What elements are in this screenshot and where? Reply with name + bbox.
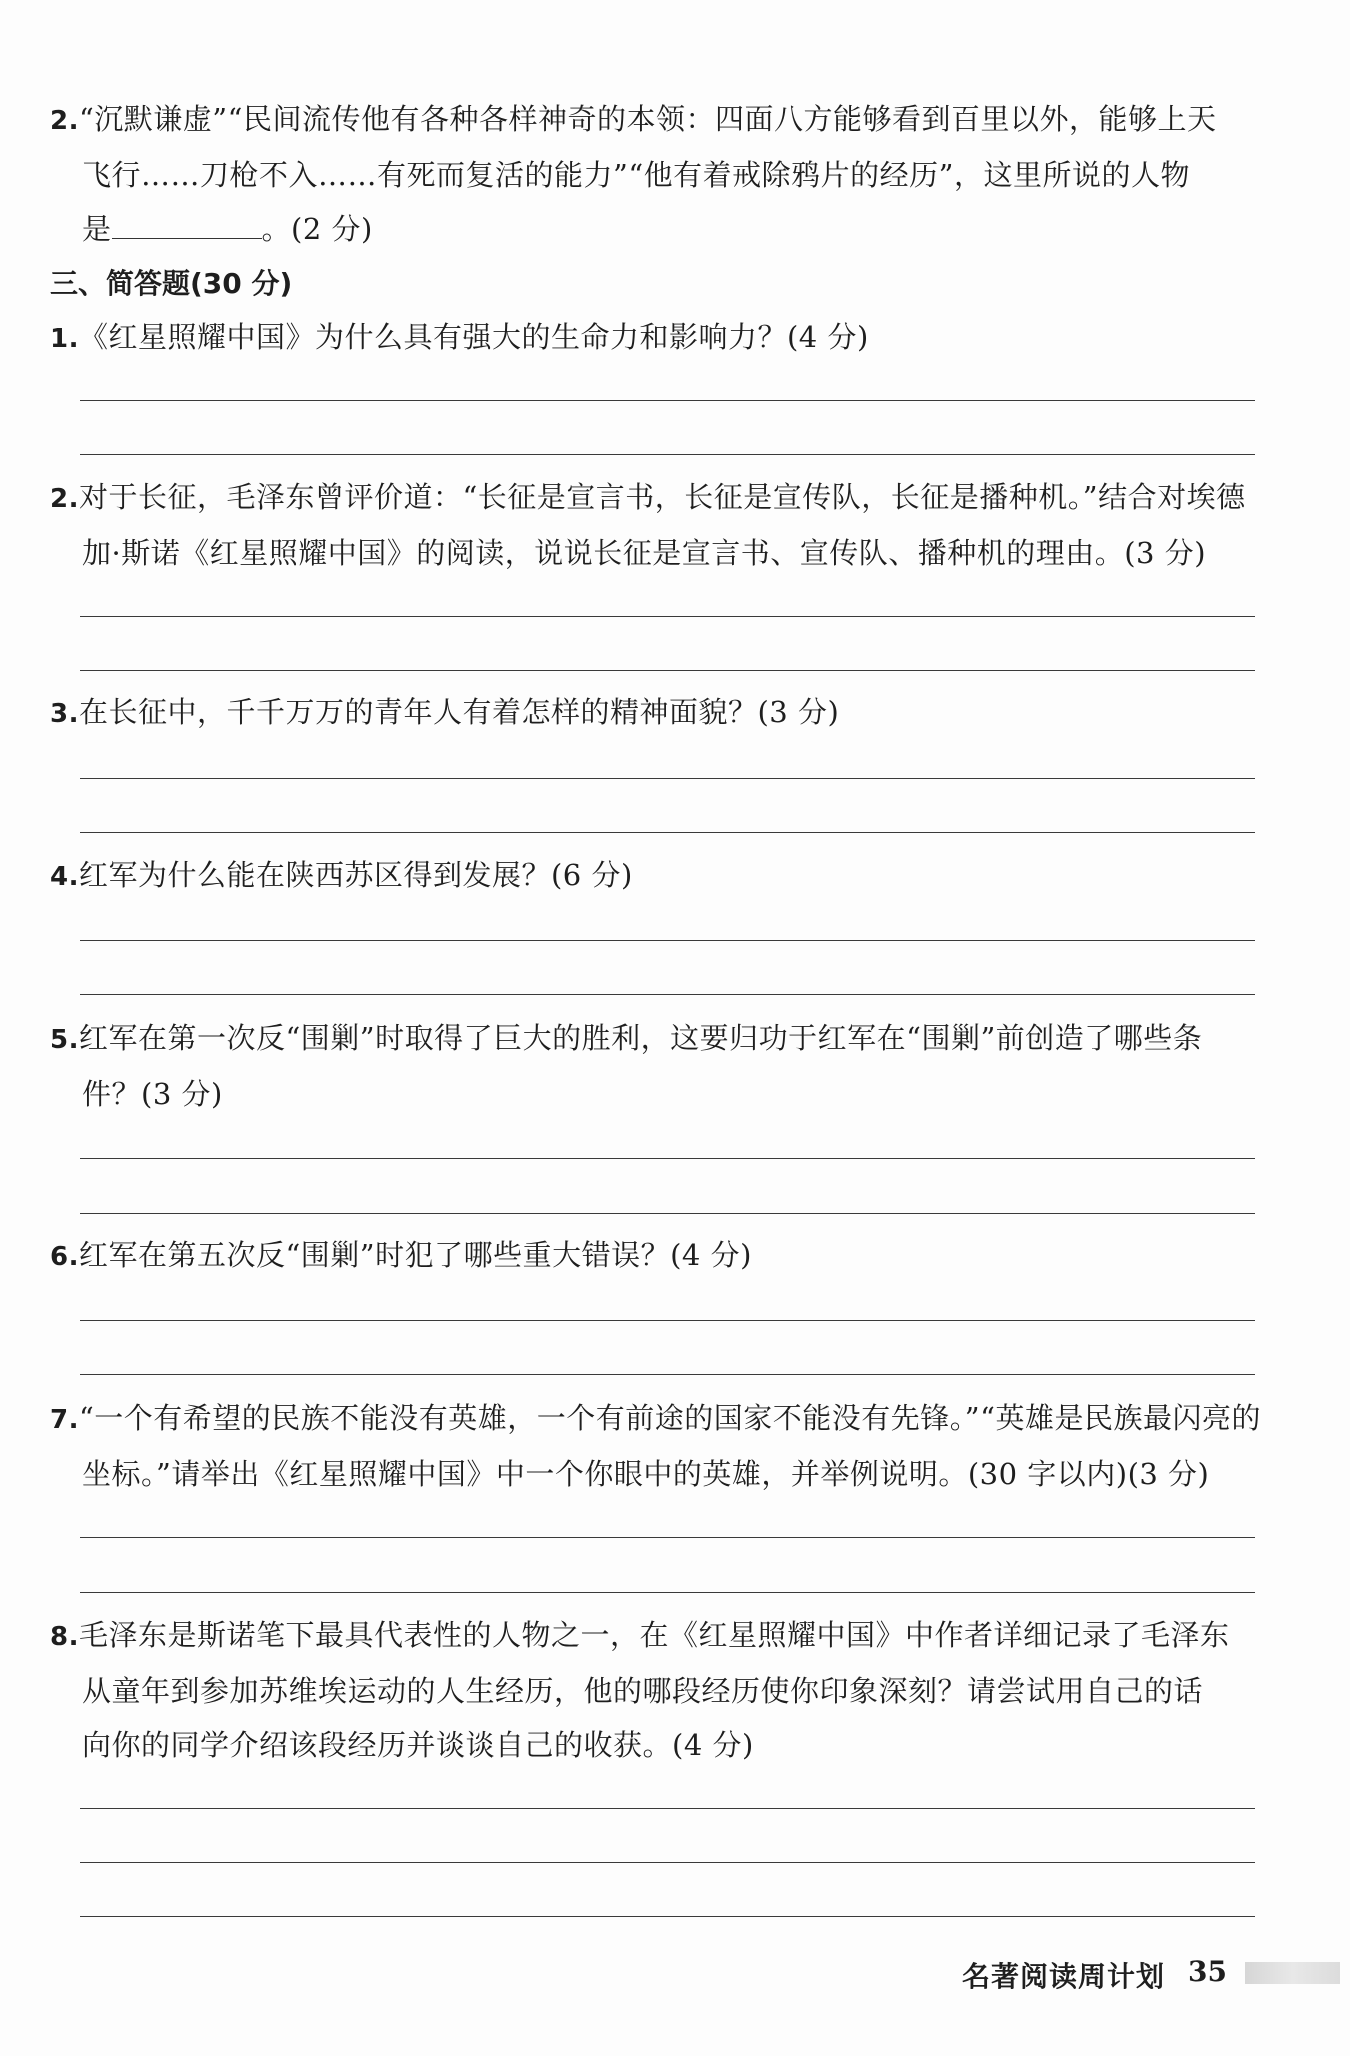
answer-line[interactable] [80, 1916, 1255, 1917]
question-text: 毛泽东是斯诺笔下最具代表性的人物之一，在《红星照耀中国》中作者详细记录了毛泽东 [78, 1618, 1230, 1652]
question-line [50, 1011, 1260, 1067]
question-number: 3. [50, 699, 79, 729]
question-number: 2. [50, 106, 79, 136]
question-text: 对于长征，毛泽东曾评价道：“长征是宣言书，长征是宣传队，长征是播种机。”结合对埃德 [78, 480, 1246, 514]
question-number: 1. [50, 324, 79, 354]
question-number: 5. [50, 1025, 79, 1055]
question-score: 。(2 分) [261, 212, 373, 246]
fill-blank-question-2 [50, 92, 1260, 256]
answer-line[interactable] [80, 940, 1255, 941]
answer-line[interactable] [80, 670, 1255, 671]
answer-line[interactable] [80, 1158, 1255, 1159]
question-8 [50, 1608, 1260, 1772]
question-text: “一个有希望的民族不能没有英雄，一个有前途的国家不能没有先锋。”“英雄是民族最闪亮的 [78, 1401, 1261, 1435]
question-line: 加·斯诺《红星照耀中国》的阅读，说说长征是宣言书、宣传队、播种机的理由。(3 分) [82, 536, 1207, 570]
question-number: 8. [50, 1622, 79, 1652]
question-number: 2. [50, 484, 79, 514]
answer-line[interactable] [80, 994, 1255, 995]
answer-line[interactable] [80, 400, 1255, 401]
answer-line[interactable] [80, 1213, 1255, 1214]
question-text: 《红星照耀中国》为什么具有强大的生命力和影响力？(4 分) [78, 320, 869, 354]
question-2 [50, 470, 1260, 580]
question-text: 红军在第一次反“围剿”时取得了巨大的胜利，这要归功于红军在“围剿”前创造了哪些条 [78, 1021, 1203, 1055]
question-number: 7. [50, 1405, 79, 1435]
question-line [50, 1391, 1260, 1447]
question-text: 在长征中，千千万万的青年人有着怎样的精神面貌？(3 分) [78, 695, 840, 729]
question-line [50, 92, 1260, 148]
question-number: 4. [50, 862, 79, 892]
section-title: 三、简答题(30 分) [50, 267, 293, 300]
question-line [50, 310, 1260, 366]
question-line: 向你的同学介绍该段经历并谈谈自己的收获。(4 分) [82, 1728, 754, 1762]
answer-line[interactable] [80, 1862, 1255, 1863]
question-7 [50, 1391, 1260, 1501]
question-line [50, 202, 1260, 256]
book-plan-title: 名著阅读周计划 [962, 1960, 1166, 1993]
answer-line[interactable] [80, 832, 1255, 833]
question-3 [50, 685, 1260, 741]
answer-line[interactable] [80, 1374, 1255, 1375]
question-line [50, 470, 1260, 526]
answer-line[interactable] [80, 616, 1255, 617]
question-line: 件？(3 分) [82, 1077, 223, 1111]
question-line [50, 848, 1260, 904]
question-number: 6. [50, 1242, 79, 1272]
answer-line[interactable] [80, 1537, 1255, 1538]
page-number: 35 [1188, 1955, 1227, 1988]
question-text: 是 [82, 212, 112, 246]
question-6 [50, 1228, 1260, 1284]
question-line [50, 1608, 1260, 1664]
question-text: 红军在第五次反“围剿”时犯了哪些重大错误？(4 分) [78, 1238, 752, 1272]
answer-line[interactable] [80, 1320, 1255, 1321]
question-5 [50, 1011, 1260, 1121]
question-text: 红军为什么能在陕西苏区得到发展？(6 分) [78, 858, 633, 892]
answer-line[interactable] [80, 1808, 1255, 1809]
answer-blank[interactable] [112, 212, 262, 239]
question-1 [50, 310, 1260, 366]
question-line: 从童年到参加苏维埃运动的人生经历，他的哪段经历使你印象深刻？请尝试用自己的话 [82, 1674, 1204, 1708]
question-4 [50, 848, 1260, 904]
answer-line[interactable] [80, 1592, 1255, 1593]
question-text: “沉默谦虚”“民间流传他有各种各样神奇的本领：四面八方能够看到百里以外，能够上天 [78, 102, 1217, 136]
question-line [50, 685, 1260, 741]
question-line [50, 1228, 1260, 1284]
page-edge-bar [1245, 1962, 1340, 1984]
question-line: 坐标。”请举出《红星照耀中国》中一个你眼中的英雄，并举例说明。(30 字以内)(3 分) [82, 1457, 1210, 1491]
question-line: 飞行……刀枪不入……有死而复活的能力”“他有着戒除鸦片的经历”，这里所说的人物 [82, 158, 1190, 192]
answer-line[interactable] [80, 778, 1255, 779]
answer-line[interactable] [80, 454, 1255, 455]
